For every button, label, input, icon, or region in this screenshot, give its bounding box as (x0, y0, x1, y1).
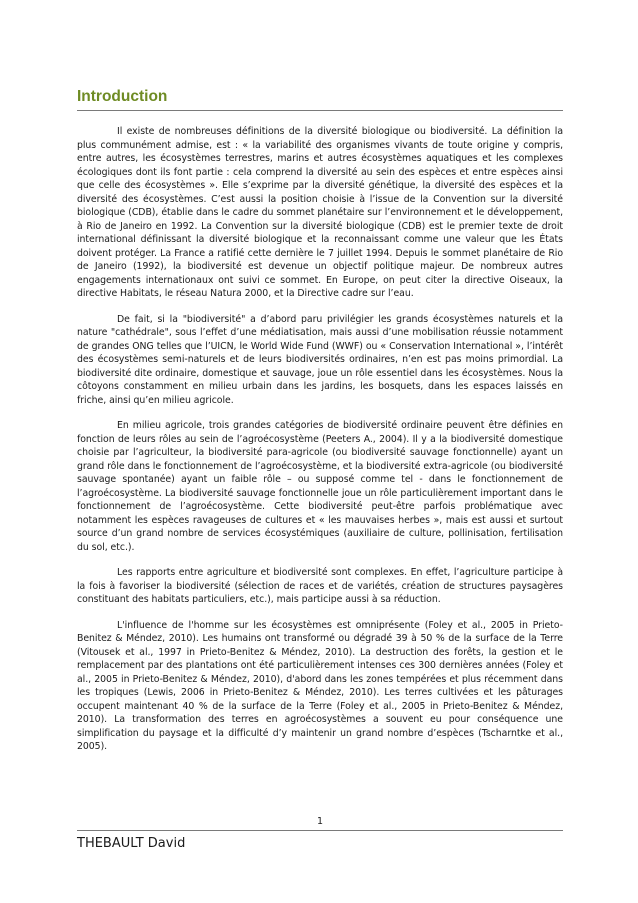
page-number: 1 (316, 816, 324, 827)
document-body (77, 125, 563, 766)
paragraph: L'influence de l'homme sur les écosystèmes est omniprésente (Foley et al., 2005 in Prieto-Benitez & Méndez, 2010). Les humains ont transformé ou dégradé 39 à 50 % de la surface de la Terre (Vitousek et al., 1997 in Prieto-Benitez & Méndez, 2010). La destruction des forêts, la gestion et le remplacement par des plantations ont été particulièrement intenses ces 300 dernières années (Foley et al., 2005 in Prieto-Benitez & Méndez, 2010), d'abord dans les zones tempérées et plus récemment dans les tropiques (Lewis, 2006 in Prieto-Benitez & Méndez, 2010). Les terres cultivées et les pâturages occupent maintenant 40 % de la surface de la Terre (Foley et al., 2005 in Prieto-Benitez & Méndez, 2010). La transformation des terres en agroécosystèmes a souvent eu pour conséquence une simplification du paysage et la difficulté d’y maintenir un grand nombre d’espèces (Tscharntke et al., 2005). (77, 619, 563, 752)
paragraph: Les rapports entre agriculture et biodiversité sont complexes. En effet, l’agriculture participe à la fois à favoriser la biodiversité (sélection de races et de variétés, création de structures paysagères constituant des habitats particuliers, etc.), mais participe aussi à sa réduction. (77, 567, 563, 605)
title-divider (77, 110, 563, 111)
footer-author: THEBAULT David (77, 836, 186, 851)
paragraph: De fait, si la "biodiversité" a d’abord paru privilégier les grands écosystèmes naturels et la nature "cathédrale", sous l’effet d’une médiatisation, mais aussi d’une mobilisation réussie notamment de grandes ONG telles que l’UICN, le World Wide Fund (WWF) ou « Conservation International », l’intérêt des écosystèmes semi-naturels et de leurs biodiversités ordinaires, n’en est pas moins primordial. La biodiversité dite ordinaire, domestique et sauvage, joue un rôle essentiel dans les écosystèmes. Nous la côtoyons constamment en milieu urbain dans les jardins, les bosquets, dans les espaces laissés en friche, ainsi qu’en milieu agricole. (77, 313, 563, 406)
page-title: Introduction (77, 88, 168, 105)
paragraph: Il existe de nombreuses définitions de la diversité biologique ou biodiversité. La définition la plus communément admise, est : « la variabilité des organismes vivants de toute origine y compris, entre autres, les écosystèmes terrestres, marins et autres écosystèmes aquatiques et les complexes écologiques dont ils font partie : cela comprend la diversité au sein des espèces et entre espèces ainsi que celle des écosystèmes ». Elle s’exprime par la diversité génétique, la diversité des espèces et la diversité des écosystèmes. C’est aussi la position choisie à l’issue de la Convention sur la diversité biologique (CDB), établie dans le cadre du sommet planétaire sur l’environnement et le développement, à Rio de Janeiro en 1992. La Convention sur la diversité biologique (CDB) est le premier texte de droit international définissant la diversité biologique et la reconnaissant comme une valeur que les États doivent protéger. La France a ratifié cette dernière le 7 juillet 1994. Depuis le sommet planétaire de Rio de Janeiro (1992), la biodiversité est devenue un objectif politique majeur. De nombreux autres engagements internationaux ont suivi ce sommet. En Europe, on peut citer la directive Oiseaux, la directive Habitats, le réseau Natura 2000, et la Directive cadre sur l’eau. (77, 126, 563, 299)
footer-divider (77, 830, 563, 831)
paragraph: En milieu agricole, trois grandes catégories de biodiversité ordinaire peuvent être définies en fonction de leurs rôles au sein de l’agroécosystème (Peeters A., 2004). Il y a la biodiversité domestique choisie par l’agriculteur, la biodiversité para-agricole (ou biodiversité sauvage fonctionnelle) ayant un grand rôle dans le fonctionnement de l’agroécosystème, et la biodiversité extra-agricole (ou biodiversité sauvage spontanée) ayant un faible rôle – ou supposé comme tel - dans le fonctionnement de l’agroécosystème. La biodiversité sauvage fonctionnelle joue un rôle particulièrement important dans le fonctionnement de l’agroécosystème. Cette biodiversité peut-être parfois problématique avec notamment les espèces ravageuses de cultures et « les mauvaises herbes », mais est aussi et surtout source d’un grand nombre de services écosystémiques (auxiliaire de culture, pollinisation, fertilisation du sol, etc.). (77, 420, 563, 553)
